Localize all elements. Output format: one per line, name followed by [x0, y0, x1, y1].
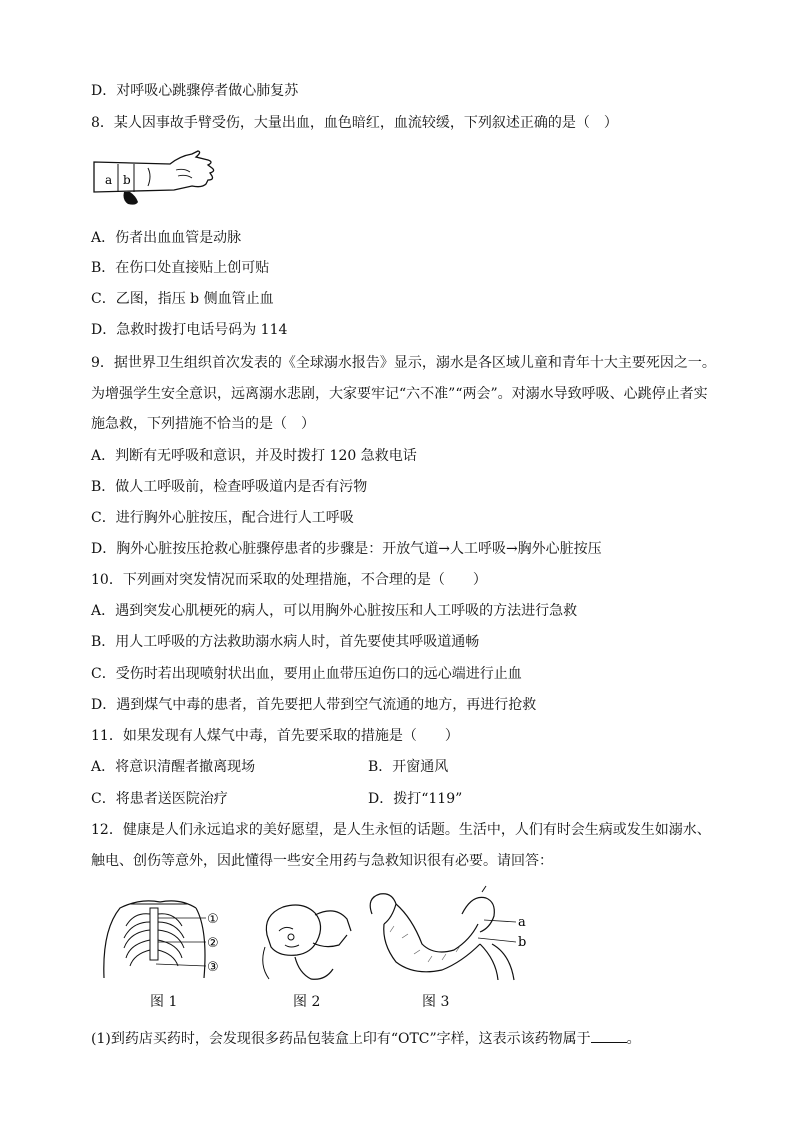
q12-fig1-label-2: ②	[207, 936, 219, 951]
q8-fig-label-a: a	[105, 173, 113, 187]
q8-option-c: C．乙图，指压 b 侧血管止血	[91, 291, 274, 307]
q8-fig-label-b: b	[123, 173, 131, 187]
q9-option-c: C．进行胸外心脏按压，配合进行人工呼吸	[91, 510, 354, 526]
q10-option-b: B．用人工呼吸的方法救助溺水病人时，首先要使其呼吸道通畅	[91, 634, 480, 650]
q10-stem: 10．下列画对突发情况而采取的处理措施，不合理的是（ ）	[91, 572, 487, 588]
q11-option-d: D．拨打“119”	[368, 791, 463, 807]
q11-option-c: C．将患者送医院治疗	[91, 791, 228, 807]
q12-fig3-label-b: b	[518, 935, 527, 950]
q12-fig3-caption: 图 3	[422, 994, 450, 1010]
q12-stem-line1: 12．健康是人们永远追求的美好愿望，是人生永恒的话题。生活中，人们有时会生病或发生如溺水、	[91, 822, 711, 838]
q12-figure-1-chest	[100, 890, 240, 982]
q11-option-a: A．将意识清醒者撤离现场	[91, 759, 256, 775]
q8-option-a: A．伤者出血血管是动脉	[91, 230, 242, 246]
q12-figure-2-airway	[255, 895, 355, 987]
q12-stem-line2: 触电、创伤等意外，因此懂得一些安全用药与急救知识很有必要。请回答：	[91, 853, 553, 869]
q12-fig3-label-a: a	[518, 915, 526, 930]
q10-option-c: C．受伤时若出现喷射状出血，要用止血带压迫伤口的远心端进行止血	[91, 666, 522, 682]
q12-sub1-answer-blank[interactable]	[591, 1028, 627, 1043]
q7-option-d: D．对呼吸心跳骤停者做心肺复苏	[91, 83, 299, 99]
q8-option-b: B．在伤口处直接贴上创可贴	[91, 260, 270, 276]
q8-arm-figure	[92, 148, 217, 210]
q9-stem-line1: 9．据世界卫生组织首次发表的《全球溺水报告》显示，溺水是各区域儿童和青年十大主要死因之一。	[91, 355, 716, 371]
q8-stem: 8．某人因事故手臂受伤，大量出血，血色暗红，血流较缓，下列叙述正确的是（ ）	[91, 115, 618, 131]
q12-fig1-label-3: ③	[207, 960, 219, 975]
q12-sub1-text: (1)到药店买药时，会发现很多药品包装盒上印有“OTC”字样，这表示该药物属于	[91, 1031, 591, 1047]
q12-fig2-caption: 图 2	[293, 994, 321, 1010]
q11-stem: 11．如果发现有人煤气中毒，首先要采取的措施是（ ）	[91, 728, 459, 744]
q9-stem-line2: 为增强学生安全意识，远离溺水悲剧，大家要牢记“六不准”“两会”。对溺水导致呼吸、心跳停止者实	[91, 386, 708, 402]
q8-option-d: D．急救时拨打电话号码为 114	[91, 322, 288, 338]
q12-fig1-caption: 图 1	[150, 994, 178, 1010]
q12-sub1-end: 。	[626, 1031, 641, 1047]
q12-fig1-label-1: ①	[207, 912, 219, 927]
q9-stem-line3: 施急救，下列措施不恰当的是（ ）	[91, 416, 315, 432]
q9-option-a: A．判断有无呼吸和意识，并及时拨打 120 急救电话	[91, 448, 417, 464]
q12-subquestion-1	[91, 1028, 641, 1049]
q10-option-d: D．遇到煤气中毒的患者，首先要把人带到空气流通的地方，再进行抢救	[91, 697, 537, 713]
q9-option-b: B．做人工呼吸前，检查呼吸道内是否有污物	[91, 479, 368, 495]
q9-option-d: D．胸外心脏按压抢救心脏骤停患者的步骤是：开放气道→人工呼吸→胸外心脏按压	[91, 541, 602, 557]
q11-option-b: B．开窗通风	[368, 759, 449, 775]
q10-option-a: A．遇到突发心肌梗死的病人，可以用胸外心脏按压和人工呼吸的方法进行急救	[91, 603, 578, 619]
q12-figure-3-arm	[362, 884, 532, 984]
